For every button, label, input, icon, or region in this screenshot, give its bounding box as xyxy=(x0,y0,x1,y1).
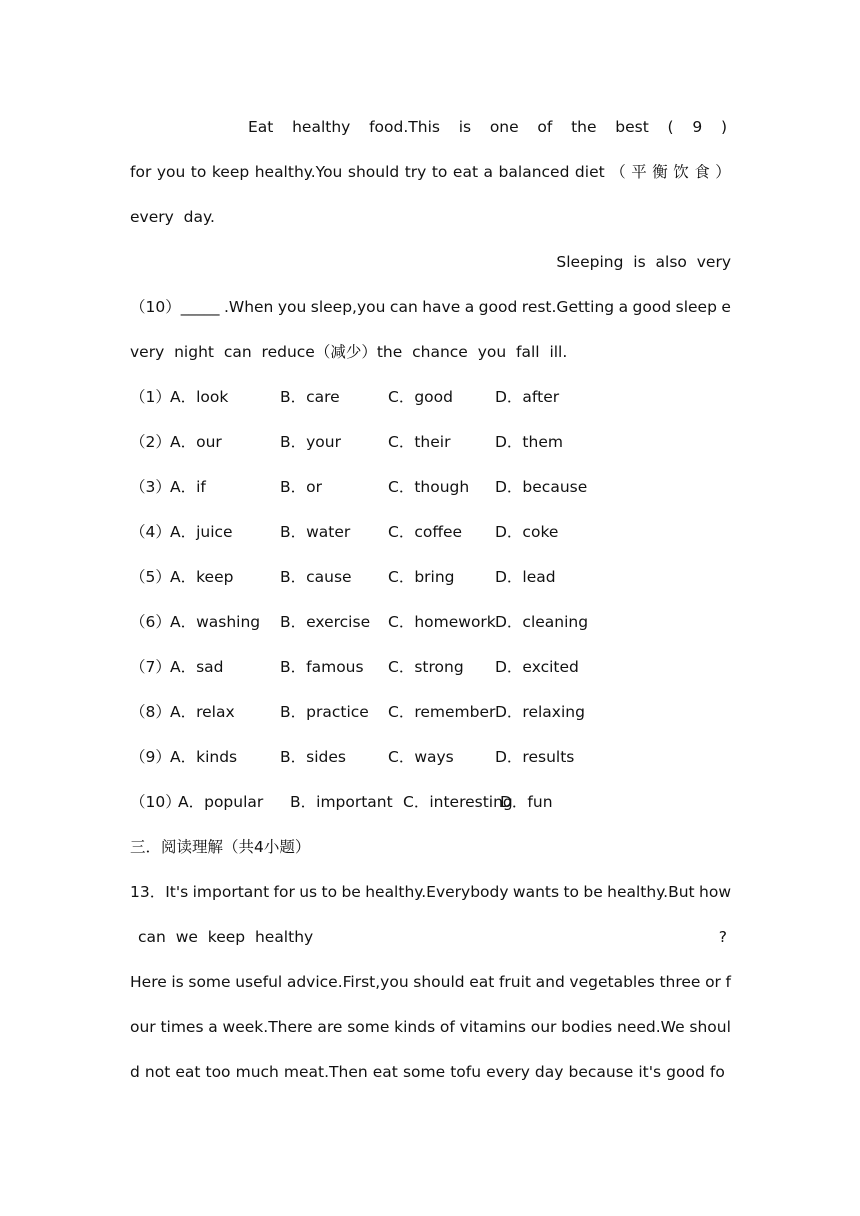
question-13-line-5-word: much xyxy=(235,1063,279,1081)
option-row xyxy=(130,700,730,724)
passage-line-2-word: diet xyxy=(574,163,605,181)
question-13-line-4-word: of xyxy=(439,1018,455,1036)
question-13-line-3-word: f xyxy=(725,973,731,991)
question-13-line-4 xyxy=(130,1015,731,1039)
option-d[interactable]: D．excited xyxy=(495,658,579,676)
passage-line-1-word: 9 xyxy=(692,118,703,136)
option-b[interactable]: B．water xyxy=(280,523,351,541)
option-a[interactable]: A．keep xyxy=(170,568,234,586)
passage-line-1 xyxy=(248,115,727,139)
option-number: （1） xyxy=(130,388,171,406)
option-c[interactable]: C．good xyxy=(388,388,453,406)
option-d[interactable]: D．because xyxy=(495,478,588,496)
passage-line-2-word: try xyxy=(404,163,427,181)
question-13-line-4-word: kinds xyxy=(394,1018,436,1036)
option-row xyxy=(130,520,730,544)
question-13-line-5 xyxy=(130,1060,725,1084)
option-number: （4） xyxy=(130,523,171,541)
passage-line-1-word: is xyxy=(458,118,472,136)
passage-line-2 xyxy=(130,160,731,184)
question-13-line-3-word: should xyxy=(413,973,465,991)
passage-line-5-word: .When xyxy=(223,298,274,316)
passage-line-2-word: 食 xyxy=(694,163,710,181)
question-13-line-5-word: d xyxy=(130,1063,140,1081)
question-13-line-5-word: good xyxy=(666,1063,705,1081)
question-13-line-1-word: important xyxy=(192,883,270,901)
passage-line-5-word: rest.Getting xyxy=(521,298,615,316)
option-c[interactable]: C．coffee xyxy=(388,523,463,541)
option-b[interactable]: B．cause xyxy=(280,568,352,586)
option-number: （9） xyxy=(130,748,171,766)
question-13-line-1-word: healthy.Everybody xyxy=(365,883,509,901)
passage-line-2-word: （ xyxy=(610,163,626,181)
question-13-line-3-word: useful xyxy=(235,973,283,991)
passage-line-1-word: Eat xyxy=(248,118,274,136)
option-number: （10） xyxy=(130,793,181,811)
passage-line-5-word: good xyxy=(632,298,672,316)
option-d[interactable]: D．results xyxy=(495,748,575,766)
option-d[interactable]: D．cleaning xyxy=(495,613,589,631)
passage-line-2-word: for xyxy=(130,163,152,181)
option-a[interactable]: A．sad xyxy=(170,658,224,676)
question-13-line-4-word: vitamins xyxy=(459,1018,526,1036)
option-b[interactable]: B．famous xyxy=(280,658,364,676)
passage-line-1-word: best xyxy=(615,118,649,136)
passage-line-5-word: e xyxy=(721,298,731,316)
question-13-line-5-word: eat xyxy=(175,1063,201,1081)
question-13-line-3-word: three xyxy=(659,973,701,991)
passage-line-1-word: of xyxy=(537,118,553,136)
passage-line-5-word: good xyxy=(478,298,518,316)
question-13-line-5-word: every xyxy=(486,1063,530,1081)
option-c[interactable]: C．ways xyxy=(388,748,454,766)
passage-line-4: Sleeping is also very xyxy=(556,253,731,271)
passage-line-5-word: sleep xyxy=(675,298,717,316)
question-13-line-3-word: eat xyxy=(469,973,495,991)
question-13-line-4-word: some xyxy=(347,1018,390,1036)
question-13-line-1-word: us xyxy=(299,883,318,901)
option-d[interactable]: D．after xyxy=(495,388,560,406)
option-b[interactable]: B．practice xyxy=(280,703,369,721)
passage-line-6: very night can reduce（减少）the chance you fall ill. xyxy=(130,343,568,361)
passage-line-5 xyxy=(130,295,731,319)
passage-line-2-word: 衡 xyxy=(652,163,668,181)
option-b[interactable]: B．or xyxy=(280,478,322,496)
passage-line-2-word: healthy.You xyxy=(254,163,343,181)
passage-line-2-word: balanced xyxy=(498,163,570,181)
passage-line-1-word: ( xyxy=(667,118,674,136)
option-b[interactable]: B．sides xyxy=(280,748,346,766)
option-row xyxy=(130,790,730,814)
question-13-line-1-word: for xyxy=(273,883,295,901)
question-13-line-5-word: day xyxy=(534,1063,564,1081)
option-b[interactable]: B．your xyxy=(280,433,341,451)
question-13-line-1-word: how xyxy=(699,883,731,901)
option-number: （7） xyxy=(130,658,171,676)
question-13-line-3-word: or xyxy=(705,973,721,991)
option-number: （3） xyxy=(130,478,171,496)
passage-line-1-word: the xyxy=(571,118,597,136)
question-13-line-4-word: week.There xyxy=(222,1018,313,1036)
option-a[interactable]: A．our xyxy=(170,433,222,451)
option-d[interactable]: D．them xyxy=(495,433,563,451)
passage-line-5-word: can xyxy=(389,298,418,316)
question-13-line-4-word: are xyxy=(317,1018,343,1036)
option-number: （2） xyxy=(130,433,171,451)
option-b[interactable]: B．exercise xyxy=(280,613,371,631)
passage-line-2-word: should xyxy=(347,163,400,181)
option-c[interactable]: C．though xyxy=(388,478,470,496)
option-number: （6） xyxy=(130,613,171,631)
option-d[interactable]: D．lead xyxy=(495,568,556,586)
question-13-line-4-word: bodies xyxy=(561,1018,613,1036)
section-heading: 三．阅读理解（共4小题） xyxy=(130,838,311,856)
question-13-line-3-word: and xyxy=(535,973,565,991)
passage-line-5-word: have xyxy=(422,298,461,316)
passage-line-2-word: ） xyxy=(715,163,731,181)
option-b[interactable]: B．important xyxy=(290,793,393,811)
option-c[interactable]: C．interesting xyxy=(403,793,513,811)
passage-line-5-word: you xyxy=(277,298,307,316)
question-13-line-5-word: because xyxy=(568,1063,634,1081)
question-13-line-2 xyxy=(130,925,731,949)
passage-line-1-word: healthy xyxy=(292,118,351,136)
question-13-line-1-word: be xyxy=(583,883,603,901)
passage-line-2-word: to xyxy=(190,163,207,181)
passage-line-2-word: 饮 xyxy=(673,163,689,181)
option-a[interactable]: A．relax xyxy=(170,703,235,721)
passage-line-5-word: sleep,you xyxy=(310,298,386,316)
question-13-line-1 xyxy=(130,880,731,904)
question-13-line-3-word: vegetables xyxy=(569,973,655,991)
passage-line-1-word: one xyxy=(489,118,519,136)
passage-line-2-word: a xyxy=(483,163,494,181)
option-row xyxy=(130,655,730,679)
passage-line-1-word: ) xyxy=(720,118,727,136)
question-13-line-1-word: 13．It's xyxy=(130,883,189,901)
option-row xyxy=(130,475,730,499)
passage-line-2-word: 平 xyxy=(631,163,647,181)
question-13-line-1-word: to xyxy=(563,883,580,901)
question-13-line-1-word: be xyxy=(341,883,361,901)
option-c[interactable]: C．strong xyxy=(388,658,464,676)
passage-line-2-word: you xyxy=(156,163,186,181)
question-13-line-1-word: healthy.But xyxy=(607,883,695,901)
option-row xyxy=(130,745,730,769)
question-13-line-3-word: fruit xyxy=(498,973,532,991)
question-13-line-4-word: shoul xyxy=(689,1018,731,1036)
option-d[interactable]: D．relaxing xyxy=(495,703,585,721)
passage-line-5-word: a xyxy=(464,298,475,316)
question-13-line-1-word: to xyxy=(321,883,338,901)
question-13-line-3-word: Here xyxy=(130,973,167,991)
option-a[interactable]: A．look xyxy=(170,388,229,406)
question-13-line-4-word: our xyxy=(530,1018,557,1036)
question-13-line-5-word: it's xyxy=(638,1063,662,1081)
question-13-line-3-word: advice.First,you xyxy=(286,973,409,991)
question-13-line-5-word: not xyxy=(144,1063,171,1081)
passage-line-2-word: to xyxy=(431,163,448,181)
option-c[interactable]: C．bring xyxy=(388,568,455,586)
question-13-line-5-word: some xyxy=(402,1063,446,1081)
question-13-line-3-word: is xyxy=(171,973,184,991)
option-a[interactable]: A．if xyxy=(170,478,206,496)
question-13-line-3-word: some xyxy=(188,973,231,991)
passage-line-5-word: （10）_____ xyxy=(130,298,220,316)
question-13-line-5-word: meat.Then xyxy=(283,1063,368,1081)
question-13-line-3 xyxy=(130,970,731,994)
question-13-line-5-word: tofu xyxy=(450,1063,482,1081)
option-d[interactable]: D．fun xyxy=(500,793,553,811)
question-13-line-4-word: a xyxy=(208,1018,218,1036)
question-13-line-4-word: need.We xyxy=(617,1018,685,1036)
question-13-line-5-word: fo xyxy=(709,1063,725,1081)
question-13-line-4-word: times xyxy=(160,1018,204,1036)
question-13-line-5-word: eat xyxy=(372,1063,398,1081)
option-a[interactable]: A．juice xyxy=(170,523,233,541)
passage-line-2-word: eat xyxy=(452,163,479,181)
passage-line-5-word: a xyxy=(618,298,629,316)
question-13-line-5-word: too xyxy=(205,1063,231,1081)
question-13-line-4-word: our xyxy=(130,1018,156,1036)
passage-line-3: every day. xyxy=(130,208,215,226)
option-c[interactable]: C．homework xyxy=(388,613,496,631)
option-d[interactable]: D．coke xyxy=(495,523,559,541)
option-a[interactable]: A．washing xyxy=(170,613,261,631)
option-number: （5） xyxy=(130,568,171,586)
question-13-line-1-word: wants xyxy=(512,883,560,901)
question-13-line-2-mark: ? xyxy=(718,928,727,946)
question-13-line-2-text: can we keep healthy xyxy=(138,928,314,946)
option-a[interactable]: A．popular xyxy=(178,793,264,811)
option-row xyxy=(130,385,730,409)
option-row xyxy=(130,565,730,589)
passage-line-2-word: keep xyxy=(211,163,250,181)
option-row xyxy=(130,610,730,634)
option-number: （8） xyxy=(130,703,171,721)
option-c[interactable]: C．their xyxy=(388,433,451,451)
passage-line-1-word: food.This xyxy=(369,118,440,136)
option-a[interactable]: A．kinds xyxy=(170,748,238,766)
option-c[interactable]: C．remember xyxy=(388,703,496,721)
option-b[interactable]: B．care xyxy=(280,388,340,406)
option-row xyxy=(130,430,730,454)
